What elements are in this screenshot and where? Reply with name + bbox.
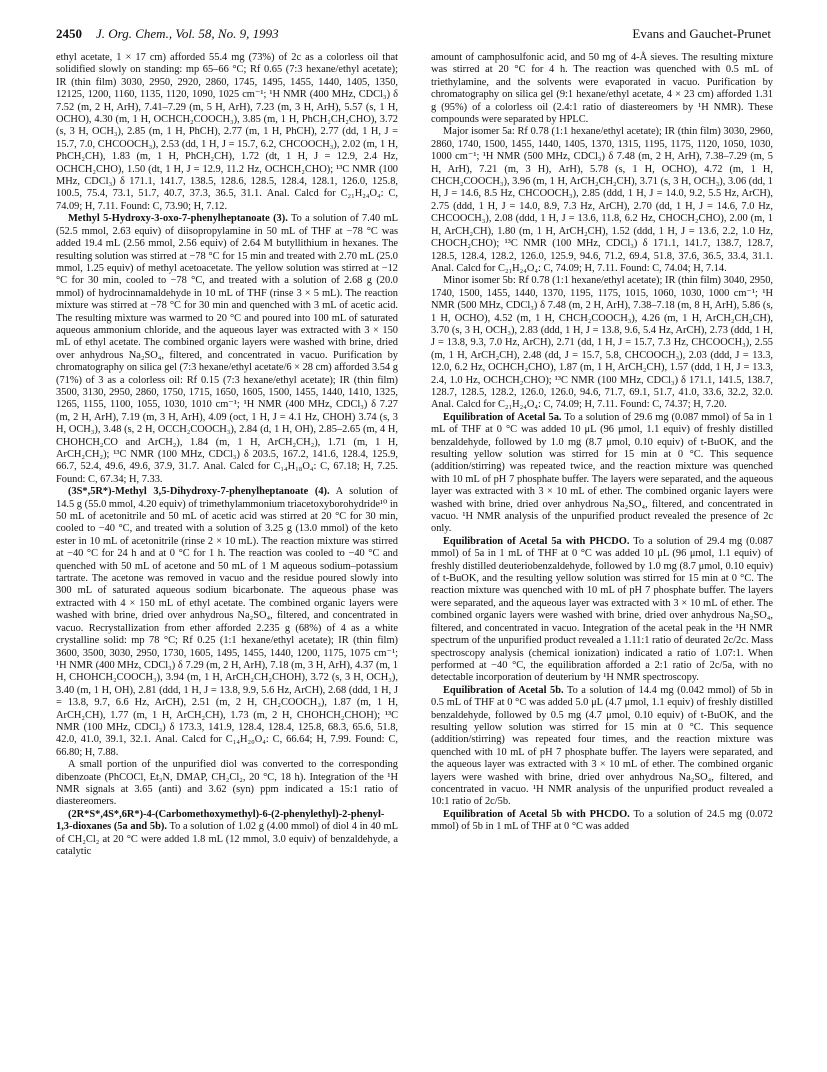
paragraph-text: amount of camphosulfonic acid, and 50 mg of 4-Å sieves. The resulting mixture was stirred at 20 °C for 4 h. The reaction was quenched with 0.5 mL of triethylamine, and the solvents were evaporated in vacuo. Purification by chromatography on silica gel (9:1 hexane/ethyl acetate, 4 × 23 cm) afforded 1.31 g (95%) of a colorless oil (2.4:1 ratio of diastereomers by ¹H NMR). These compounds were separated by HPLC.: [431, 52, 773, 126]
paragraph-text: To a solution of 7.40 mL (52.5 mmol, 2.63 equiv) of diisopropylamine in 50 mL of THF at −78 °C was added 19.4 mL (2.56 mmol, 2.56 equiv) of 2.64 M butyllithium in hexanes. The resulting solution was stirred at −78 °C for 15 min and treated with 2.70 mL (25.0 mmol, 1.25 equiv) of methyl acetoacetate. The yellow solution was stirred at −12 °C for 30 min, cooled to −78 °C, and treated with a solution of 2.68 g (20.0 mmol) of hydrocinnamaldehyde in 10 mL of THF (rinse 3 × 5 mL). The reaction mixture was stirred at −78 °C for 30 min and quenched with 3 mL of acetic acid. The resulting mixture was warmed to 20 °C and poured into 100 mL of saturated aqueous ammonium chloride, and the aqueous layer was extracted with 3 × 150 mL of ethyl acetate. The combined organic layers were washed with brine, dried over anhydrous Na₂SO₄, filtered, and concentrated in vacuo. Purification by chromatography on silica gel (7:3 hexane/ethyl acetate/6 × 28 cm) afforded 3.54 g (71%) of 3 as a colorless oil: Rf 0.15 (7:3 hexane/ethyl acetate); IR (thin film) 3500, 3130, 2950, 2860, 1750, 1715, 1650, 1605, 1500, 1455, 1440, 1410, 1325, 1265, 1155, 1100, 1055, 1030, 1010 cm⁻¹; ¹H NMR (400 MHz, CDCl₃) δ 7.27 (m, 2 H, ArH), 7.19 (m, 3 H, ArH), 4.09 (oct, 1 H, J = 4.1 Hz, CHOH) 3.74 (s, 3 H, OCH₃), 3.48 (s, 2 H, OCCH₂COOCH₃), 2.84 (d, 1 H, OH), 2.85–2.65 (m, 4 H, CHOHCH₂CO and ArCH₂), 1.84 (m, 1 H, ArCH₂CH₂), 1.71 (m, 1 H, ArCH₂CH₂); ¹³C NMR (100 MHz, CDCl₃) δ 203.5, 167.2, 141.6, 128.4, 125.9, 66.7, 52.4, 49.6, 49.6, 37.9, 31.7. Anal. Calcd for C₁₄H₁₈O₄: C, 67.18; H, 7.25. Found: C, 67.34; H, 7.33.: [56, 213, 398, 485]
paragraph: [56, 486, 398, 759]
paragraph: [431, 275, 773, 411]
paragraph-heading: Equilibration of Acetal 5a with PHCDO.: [443, 535, 630, 547]
paragraph-text: To a solution of 29.6 mg (0.087 mmol) of 5a in 1 mL of THF at 0 °C was added 10 μL (96 μmol, 1.1 equiv) of freshly distilled benzaldehyde, followed by 1.0 mg (8.7 μmol, 0.10 equiv) of t-BuOK, and the resulting yellow solution was stirred for 15 min at 0 °C. This sequence (addition/stirring) was repeated twice, and the reaction mixture was quenched with 10 mL of pH 7 phosphate buffer. The layers were separated, and the aqueous layer was extracted with 3 × 10 mL of ether. The combined organic layers were washed with brine, dried over anhydrous Na₂SO₄, filtered, and concentrated in vacuo. ¹H NMR analysis of the unpurified product revealed the presence of 2c only.: [431, 411, 773, 535]
paragraph-heading: Equilibration of Acetal 5a.: [443, 411, 562, 423]
paragraph: [56, 809, 398, 859]
journal-citation: J. Org. Chem., Vol. 58, No. 9, 1993: [96, 26, 279, 41]
paragraph-heading: Methyl 5-Hydroxy-3-oxo-7-phenylheptanoate (3).: [68, 213, 288, 225]
paragraph: [431, 536, 773, 685]
paragraph: [56, 213, 398, 486]
paragraph: [431, 809, 773, 834]
paragraph: [56, 52, 398, 213]
paragraph-text: To a solution of 14.4 mg (0.042 mmol) of 5b in 0.5 mL of THF at 0 °C was added 5.0 μL (4.7 μmol, 1.1 equiv) of freshly distilled benzaldehyde, followed by 0.5 mg (4.7 μmol, 0.10 equiv) of t-BuOK, and the resulting yellow solution was stirred for 15 min at 0 °C. This sequence (addition/stirring) was repeated four times, and the reaction mixture was quenched with 10 mL of pH 7 phosphate buffer. The layers were separated, and the aqueous layer was extracted with 3 × 10 mL of ether. The combined organic layers were washed with brine, dried over anhydrous Na₂SO₄, filtered, and concentrated in vacuo. ¹H NMR analysis of the unpurified product revealed a 10:1 ratio of 2c/5b.: [431, 684, 773, 808]
page-header: [56, 26, 771, 46]
left-column: [56, 52, 398, 858]
paragraph-text: To a solution of 29.4 mg (0.087 mmol) of 5a in 1 mL of THF at 0 °C was added 10 μL (96 μmol, 1.1 equiv) of freshly distilled deuteriobenzaldehyde, followed by 1.0 mg (8.7 μmol, 0.10 equiv) of t-BuOK, and the resulting yellow solution was stirred for 15 min at 0 °C. The reaction mixture was quenched with 10 mL of pH 7 phosphate buffer. The layers were separated, and the aqueous layer was extracted with 3 × 10 mL of ether. The combined organic layers were washed with brine, dried over anhydrous Na₂SO₄, filtered, and concentrated in vacuo. Integration of the acetal peak in the ¹H NMR spectrum of the unpurified product revealed a 1.11:1 ratio of deurated 2c/2c. Mass spectroscopy analysis (chemical ionization) indicated a ratio of 1.07:1. When performed at −40 °C, the equilibration afforded a 2:1 ratio of 2c/5a, with no detectable incorporation of deuterium by ¹H NMR spectroscopy.: [431, 535, 773, 684]
paragraph-heading: (2R*S*,4S*,6R*)-4-(Carbomethoxymethyl)-6-(2-phenylethyl)-2-phenyl-1,3-dioxanes (5a and 5b).: [56, 808, 385, 833]
paragraph-text: Major isomer 5a: Rf 0.78 (1:1 hexane/ethyl acetate); IR (thin film) 3030, 2960, 2860, 1740, 1500, 1455, 1440, 1405, 1370, 1315, 1195, 1175, 1120, 1050, 1030, 1000 cm⁻¹; ¹H NMR (500 MHz, CDCl₃) δ 7.48 (m, 2 H, ArH), 7.38–7.29 (m, 5 H, ArH), 7.21 (m, 3 H), ArH), 5.78 (s, 1 H, OCHO), 4.72 (m, 1 H, CHCH₂COOCH₃), 3.96 (m, 1 H, ArCH₂CH₂CH), 3.71 (s, 3 H, OCH₃), 3.06 (dd, 1 H, J = 14.6, 8.5 Hz, CHCOOCH₃), 2.85 (ddd, 1 H, J = 14.0, 9.2, 5.5 Hz, ArCH), 2.75 (ddd, 1 H, J = 14.0, 8.9, 7.3 Hz, ArCH), 2.70 (dd, 1 H, J = 14.6, 7.0 Hz, CHCOOCH₃), 2.08 (ddd, 1 H, J = 13.6, 11.8, 6.2 Hz, CHOCH₂CHO), 2.00 (m, 1 H, ArCH₂CH), 1.80 (m, 1 H, ArCH₂CH), 1.52 (ddd, 1 H, J = 13.6, 2.2, 1.0 Hz, CHOCH₂CHO); ¹³C NMR (100 MHz, CDCl₃) δ 171.1, 141.7, 138.7, 128.7, 128.5, 128.4, 128.2, 126.0, 125.9, 94.6, 71.2, 69.4, 51.8, 37.6, 36.5, 33.4, 31.1. Anal. Calcd for C₂₁H₂₄O₄: C, 74.09; H, 7.11. Found: C, 74.04; H, 7.14.: [431, 126, 773, 274]
paragraph: [431, 126, 773, 275]
paragraph: [431, 52, 773, 126]
paragraph: [56, 759, 398, 809]
paragraph: [431, 685, 773, 809]
paragraph-heading: (3S*,5R*)-Methyl 3,5-Dihydroxy-7-phenylheptanoate (4).: [68, 486, 330, 498]
right-column: [431, 52, 773, 834]
paragraph-text: ethyl acetate, 1 × 17 cm) afforded 55.4 mg (73%) of 2c as a colorless oil that solidified slowly on standing: mp 65–66 °C; Rf 0.65 (7:3 hexane/ethyl acetate); IR (thin film) 3030, 2950, 2920, 2860, 1745, 1495, 1455, 1440, 1405, 1350, 12125, 1200, 1160, 1135, 1120, 1090, 1025 cm⁻¹; ¹H NMR (400 MHz, CDCl₃) δ 7.52 (m, 2 H, ArH), 7.41–7.29 (m, 5 H, ArH), 7.23 (m, 3 H, ArH), 5.57 (s, 1 H, OCHO), 4.30 (m, 1 H, OCHCH₂COOCH₃), 3.85 (m, 1 H, PhCH₂CH₂CHO), 3.72 (s, 3 H, OCH₃), 2.85 (m, 1 H, PhCH), 2.77 (m, 1 H, PhCH), 2.77 (dd, 1 H, J = 15.7, 7.0, CHCOOCH₃), 2.53 (dd, 1 H, J = 15.7, 6.2, CHCOOCH₃), 2.02 (m, 1 H, PhCH₂CH), 1.83 (m, 1 H, PhCH₂CH), 1.72 (dt, 1 H, J = 12.9, 2.4 Hz, OCHCH₂CHO), 1.50 (dt, 1 H, J = 12.9, 11.2 Hz, OCHCH₂CHO); ¹³C NMR (100 MHz, CDCl₃) δ 171.1, 141.7, 138.5, 128.6, 128.5, 128.4, 128.1, 126.0, 125.8, 100.5, 75.4, 73.1, 51.7, 40.7, 37.3, 36.5, 31.1. Anal. Calcd for C₂₁H₂₄O₄: C, 74.09; H, 7.11. Found: C, 73.90; H, 7.12.: [56, 52, 398, 212]
paragraph-heading: Equilibration of Acetal 5b with PHCDO.: [443, 808, 630, 820]
running-authors: Evans and Gauchet-Prunet: [632, 26, 771, 41]
page-number: 2450: [56, 26, 82, 41]
paragraph: [431, 412, 773, 536]
paragraph-text: A solution of 14.5 g (55.0 mmol, 4.20 equiv) of trimethylammonium triacetoxyborohydride¹⁰ in 50 mL of acetonitrile and 50 mL of acetic acid was stirred at 20 °C for 30 min, cooled to −40 °C, and treated with a solution of 3.25 g (13.0 mmol) of the keto ester in 10 mL of acetonitrile (rinse 2 × 10 mL). The reaction mixture was stirred at −40 °C for 24 h and at 0 °C for 1 h. The reaction was cooled to −40 °C and quenched with 50 mL of acetone and 50 mL of 1 M aqueous sodium–potassium tartrate. The acetone was removed in vacuo and the residue poured slowly into 300 mL of saturated aqueous sodium bicarbonate. The aqueous phase was extracted with 4 × 150 mL of ethyl acetate. The combined organic layers were washed with brine, dried over anhydrous Na₂SO₄, filtered, and concentrated in vacuo. Recrystallization from ether afforded 2.235 g (68%) of 4 as a white crystalline solid: mp 78 °C; Rf 0.25 (1:1 hexane/ethyl acetate); IR (thin film) 3600, 3500, 3030, 2950, 1730, 1605, 1495, 1455, 1440, 1200, 1175, 1075 cm⁻¹; ¹H NMR (400 MHz, CDCl₃) δ 7.29 (m, 2 H, ArH), 7.18 (m, 3 H, ArH), 4.37 (m, 1 H, CHOHCH₂COOCH₃), 3.94 (m, 1 H, ArCH₂CH₂CHOH), 3.72 (s, 3 H, OCH₃), 3.40 (m, 1 H, OH), 2.81 (ddd, 1 H, J = 13.8, 9.9, 5.6 Hz, ArCH), 2.68 (ddd, 1 H, J = 13.8, 9.7, 6.6 Hz, ArCH), 2.51 (m, 2 H, CH₂COOCH₃), 1.87 (m, 1 H, ArCH₂CH), 1.77 (m, 1 H, ArCH₂CH), 1.73 (m, 2 H, CHOHCH₂CHOH); ¹³C NMR (100 MHz, CDCl₃) δ 173.3, 141.9, 128.4, 128.4, 125.8, 68.3, 65.6, 51.8, 42.0, 41.0, 39.1, 32.1. Anal. Calcd for C₁₄H₂₀O₄: C, 66.64; H, 7.99. Found: C, 66.80; H, 7.88.: [56, 486, 398, 758]
paragraph-text: To a solution of 1.02 g (4.00 mmol) of diol 4 in 40 mL of CH₂Cl₂ at 20 °C were added 1.8 mL (12 mmol, 3.0 equiv) of benzaldehyde, a catalytic: [56, 821, 398, 857]
paragraph-text: A small portion of the unpurified diol was converted to the corresponding dibenzoate (PhCOCl, Et₃N, DMAP, CH₂Cl₂, 20 °C, 18 h). Integration of the ¹H NMR signals at 3.65 (anti) and 3.62 (syn) ppm indicated a 15:1 ratio of diastereomers.: [56, 759, 398, 808]
paragraph-text: To a solution of 24.5 mg (0.072 mmol) of 5b in 1 mL of THF at 0 °C was added: [431, 808, 773, 833]
paragraph-text: Minor isomer 5b: Rf 0.78 (1:1 hexane/ethyl acetate); IR (thin film) 3040, 2950, 1740, 1500, 1455, 1440, 1370, 1195, 1175, 1015, 1060, 1030, 1000 cm⁻¹; ¹H NMR (500 MHz, CDCl₃) δ 7.48 (m, 2 H, ArH), 7.38–7.18 (m, 8 H, ArH), 5.86 (s, 1 H, OCHO), 4.52 (m, 1 H, CHCH₂COOCH₃), 4.26 (m, 1 H, ArCH₂CH₂CH), 3.70 (s, 3 H, OCH₃), 2.83 (ddd, 1 H, J = 13.8, 9.6, 5.4 Hz, ArCH), 2.73 (ddd, 1 H, J = 13.8, 9.3, 7.0 Hz, ArCH), 2.71 (dd, 1 H, J = 15.7, 7.3 Hz, CHCOOCH₃), 2.55 (m, 1 H, ArCH₂CH), 2.48 (dd, J = 15.7, 5.8, CHCOOCH₃), 2.03 (ddd, J = 13.3, 12.0, 6.2 Hz, OCHCH₂CHO), 1.87 (m, 1 H, ArCH₂CH), 1.57 (ddd, 1 H, J = 13.3, 2.4, 1.0 Hz, OCHCH₂CHO); ¹³C NMR (100 MHz, CDCl₃) δ 171.1, 141.5, 138.7, 128.7, 128.5, 128.2, 126.0, 126.0, 94.6, 71.7, 69.1, 51.7, 41.0, 33.6, 32.2, 32.0. Anal. Calcd for C₂₁H₂₄O₄: C, 74.09; H, 7.11. Found: C, 74.37; H, 7.20.: [431, 275, 773, 411]
paragraph-heading: Equilibration of Acetal 5b.: [443, 684, 564, 696]
